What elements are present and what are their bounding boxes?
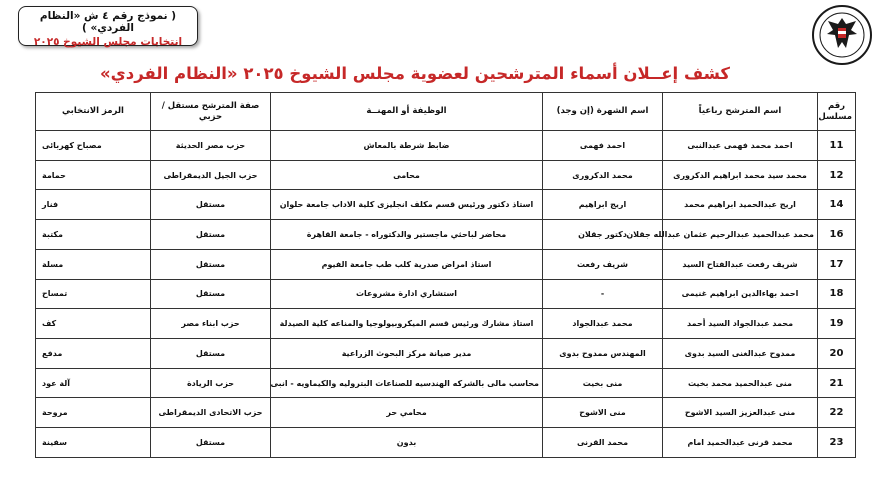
cell-fame: محمد الدكرورى bbox=[543, 160, 663, 190]
header-serial: رقم مسلسل bbox=[818, 93, 856, 131]
table-row bbox=[36, 279, 856, 309]
table-header-row bbox=[36, 93, 856, 131]
table-row bbox=[36, 190, 856, 220]
candidates-table bbox=[35, 92, 856, 458]
cell-symbol: مصباح كهربائى bbox=[36, 131, 151, 161]
cell-serial: 11 bbox=[818, 131, 856, 161]
cell-fame: منى بخيت bbox=[543, 368, 663, 398]
cell-symbol: مدفع bbox=[36, 339, 151, 369]
cell-symbol: فنار bbox=[36, 190, 151, 220]
cell-name: شريف رفعت عبدالفتاح السيد bbox=[663, 249, 818, 279]
cell-symbol: مسلة bbox=[36, 249, 151, 279]
cell-serial: 14 bbox=[818, 190, 856, 220]
table-row bbox=[36, 368, 856, 398]
eagle-seal-icon bbox=[811, 4, 873, 66]
cell-status: مستقل bbox=[151, 249, 271, 279]
cell-serial: 16 bbox=[818, 220, 856, 250]
election-name-text: انتخابات مجلس الشيوخ ٢٠٢٥ bbox=[33, 36, 183, 48]
cell-symbol: مكتبة bbox=[36, 220, 151, 250]
table-row bbox=[36, 220, 856, 250]
header-name: اسم المترشح رباعياً bbox=[663, 93, 818, 131]
cell-fame: منى الاشوح bbox=[543, 398, 663, 428]
cell-symbol: سفينة bbox=[36, 428, 151, 458]
cell-serial: 21 bbox=[818, 368, 856, 398]
cell-name: ممدوح عبدالغنى السيد بدوى bbox=[663, 339, 818, 369]
cell-symbol: تمساح bbox=[36, 279, 151, 309]
cell-status: حزب الجيل الديمقراطى bbox=[151, 160, 271, 190]
cell-status: مستقل bbox=[151, 279, 271, 309]
cell-status: مستقل bbox=[151, 339, 271, 369]
header-job: الوظيفة أو المهنــة bbox=[271, 93, 543, 131]
cell-name: منى عبدالعزيز السيد الاشوح bbox=[663, 398, 818, 428]
cell-job: مدير صيانة مركز البحوث الزراعية bbox=[271, 339, 543, 369]
table-row bbox=[36, 160, 856, 190]
header-status: صفة المترشح مستقل / حزبي bbox=[151, 93, 271, 131]
cell-status: مستقل bbox=[151, 428, 271, 458]
table-row bbox=[36, 428, 856, 458]
table-row bbox=[36, 339, 856, 369]
cell-job: ضابط شرطة بالمعاش bbox=[271, 131, 543, 161]
form-number-text: ( نموذج رقم ٤ ش «النظام الفردي» ) bbox=[39, 10, 177, 34]
cell-name: محمد قرنى عبدالحميد امام bbox=[663, 428, 818, 458]
cell-fame: المهندس ممدوح بدوى bbox=[543, 339, 663, 369]
cell-symbol: كف bbox=[36, 309, 151, 339]
cell-status: حزب الريادة bbox=[151, 368, 271, 398]
cell-status: حزب ابناء مصر bbox=[151, 309, 271, 339]
cell-fame: شريف رفعت bbox=[543, 249, 663, 279]
cell-name: احمد بهاءالدين ابراهيم غنيمى bbox=[663, 279, 818, 309]
cell-name: اريج عبدالحميد ابراهيم محمد bbox=[663, 190, 818, 220]
cell-status: مستقل bbox=[151, 220, 271, 250]
cell-job: استاذ دكتور ورئيس قسم مكلف انجليزى كلية الاداب جامعة حلوان bbox=[271, 190, 543, 220]
cell-serial: 20 bbox=[818, 339, 856, 369]
cell-serial: 23 bbox=[818, 428, 856, 458]
cell-job: استشاري ادارة مشروعات bbox=[271, 279, 543, 309]
cell-serial: 19 bbox=[818, 309, 856, 339]
table-row bbox=[36, 249, 856, 279]
cell-name: محمد عبدالحميد عبدالرحيم عثمان عبدالله جقلان bbox=[663, 220, 818, 250]
cell-job: محامي حر bbox=[271, 398, 543, 428]
cell-serial: 17 bbox=[818, 249, 856, 279]
cell-fame: - bbox=[543, 279, 663, 309]
cell-name: منى عبدالحميد محمد بخيت bbox=[663, 368, 818, 398]
cell-name: محمد عبدالجواد السيد أحمد bbox=[663, 309, 818, 339]
cell-job: محاضر لباحثي ماجستير والدكتوراه - جامعة القاهرة bbox=[271, 220, 543, 250]
cell-status: حزب الاتحادى الديمقراطى bbox=[151, 398, 271, 428]
header-symbol: الرمز الانتخابي bbox=[36, 93, 151, 131]
election-authority-seal bbox=[811, 4, 873, 66]
cell-job: محامى bbox=[271, 160, 543, 190]
cell-fame: احمد فهمى bbox=[543, 131, 663, 161]
cell-serial: 22 bbox=[818, 398, 856, 428]
cell-job: محاسب مالى بالشركه الهندسيه للصناعات البتروليه والكيماويه - انبى bbox=[271, 368, 543, 398]
cell-status: حزب مصر الحديثة bbox=[151, 131, 271, 161]
cell-name: محمد سيد محمد ابراهيم الدكرورى bbox=[663, 160, 818, 190]
cell-job: بدون bbox=[271, 428, 543, 458]
cell-status: مستقل bbox=[151, 190, 271, 220]
page-title: كشف إعــلان أسماء المترشحين لعضوية مجلس الشيوخ ٢٠٢٥ «النظام الفردي» bbox=[100, 64, 730, 83]
cell-fame: محمد القرنى bbox=[543, 428, 663, 458]
cell-serial: 18 bbox=[818, 279, 856, 309]
cell-fame: دكتور جقلان bbox=[543, 220, 663, 250]
cell-serial: 12 bbox=[818, 160, 856, 190]
cell-job: استاذ امراض صدرية كلب طب جامعة الفيوم bbox=[271, 249, 543, 279]
cell-job: استاذ مشارك ورئيس قسم الميكروبيولوجيا والمناعه كلية الصيدلة bbox=[271, 309, 543, 339]
cell-fame: محمد عبدالجواد bbox=[543, 309, 663, 339]
form-number-label bbox=[18, 6, 198, 46]
table-row bbox=[36, 309, 856, 339]
cell-symbol: آلة عود bbox=[36, 368, 151, 398]
cell-symbol: حمامة bbox=[36, 160, 151, 190]
cell-fame: اريج ابراهيم bbox=[543, 190, 663, 220]
cell-symbol: مروحة bbox=[36, 398, 151, 428]
cell-name: احمد محمد فهمى عبدالنبى bbox=[663, 131, 818, 161]
header-fame: اسم الشهرة (إن وجد) bbox=[543, 93, 663, 131]
table-row bbox=[36, 131, 856, 161]
table-row bbox=[36, 398, 856, 428]
